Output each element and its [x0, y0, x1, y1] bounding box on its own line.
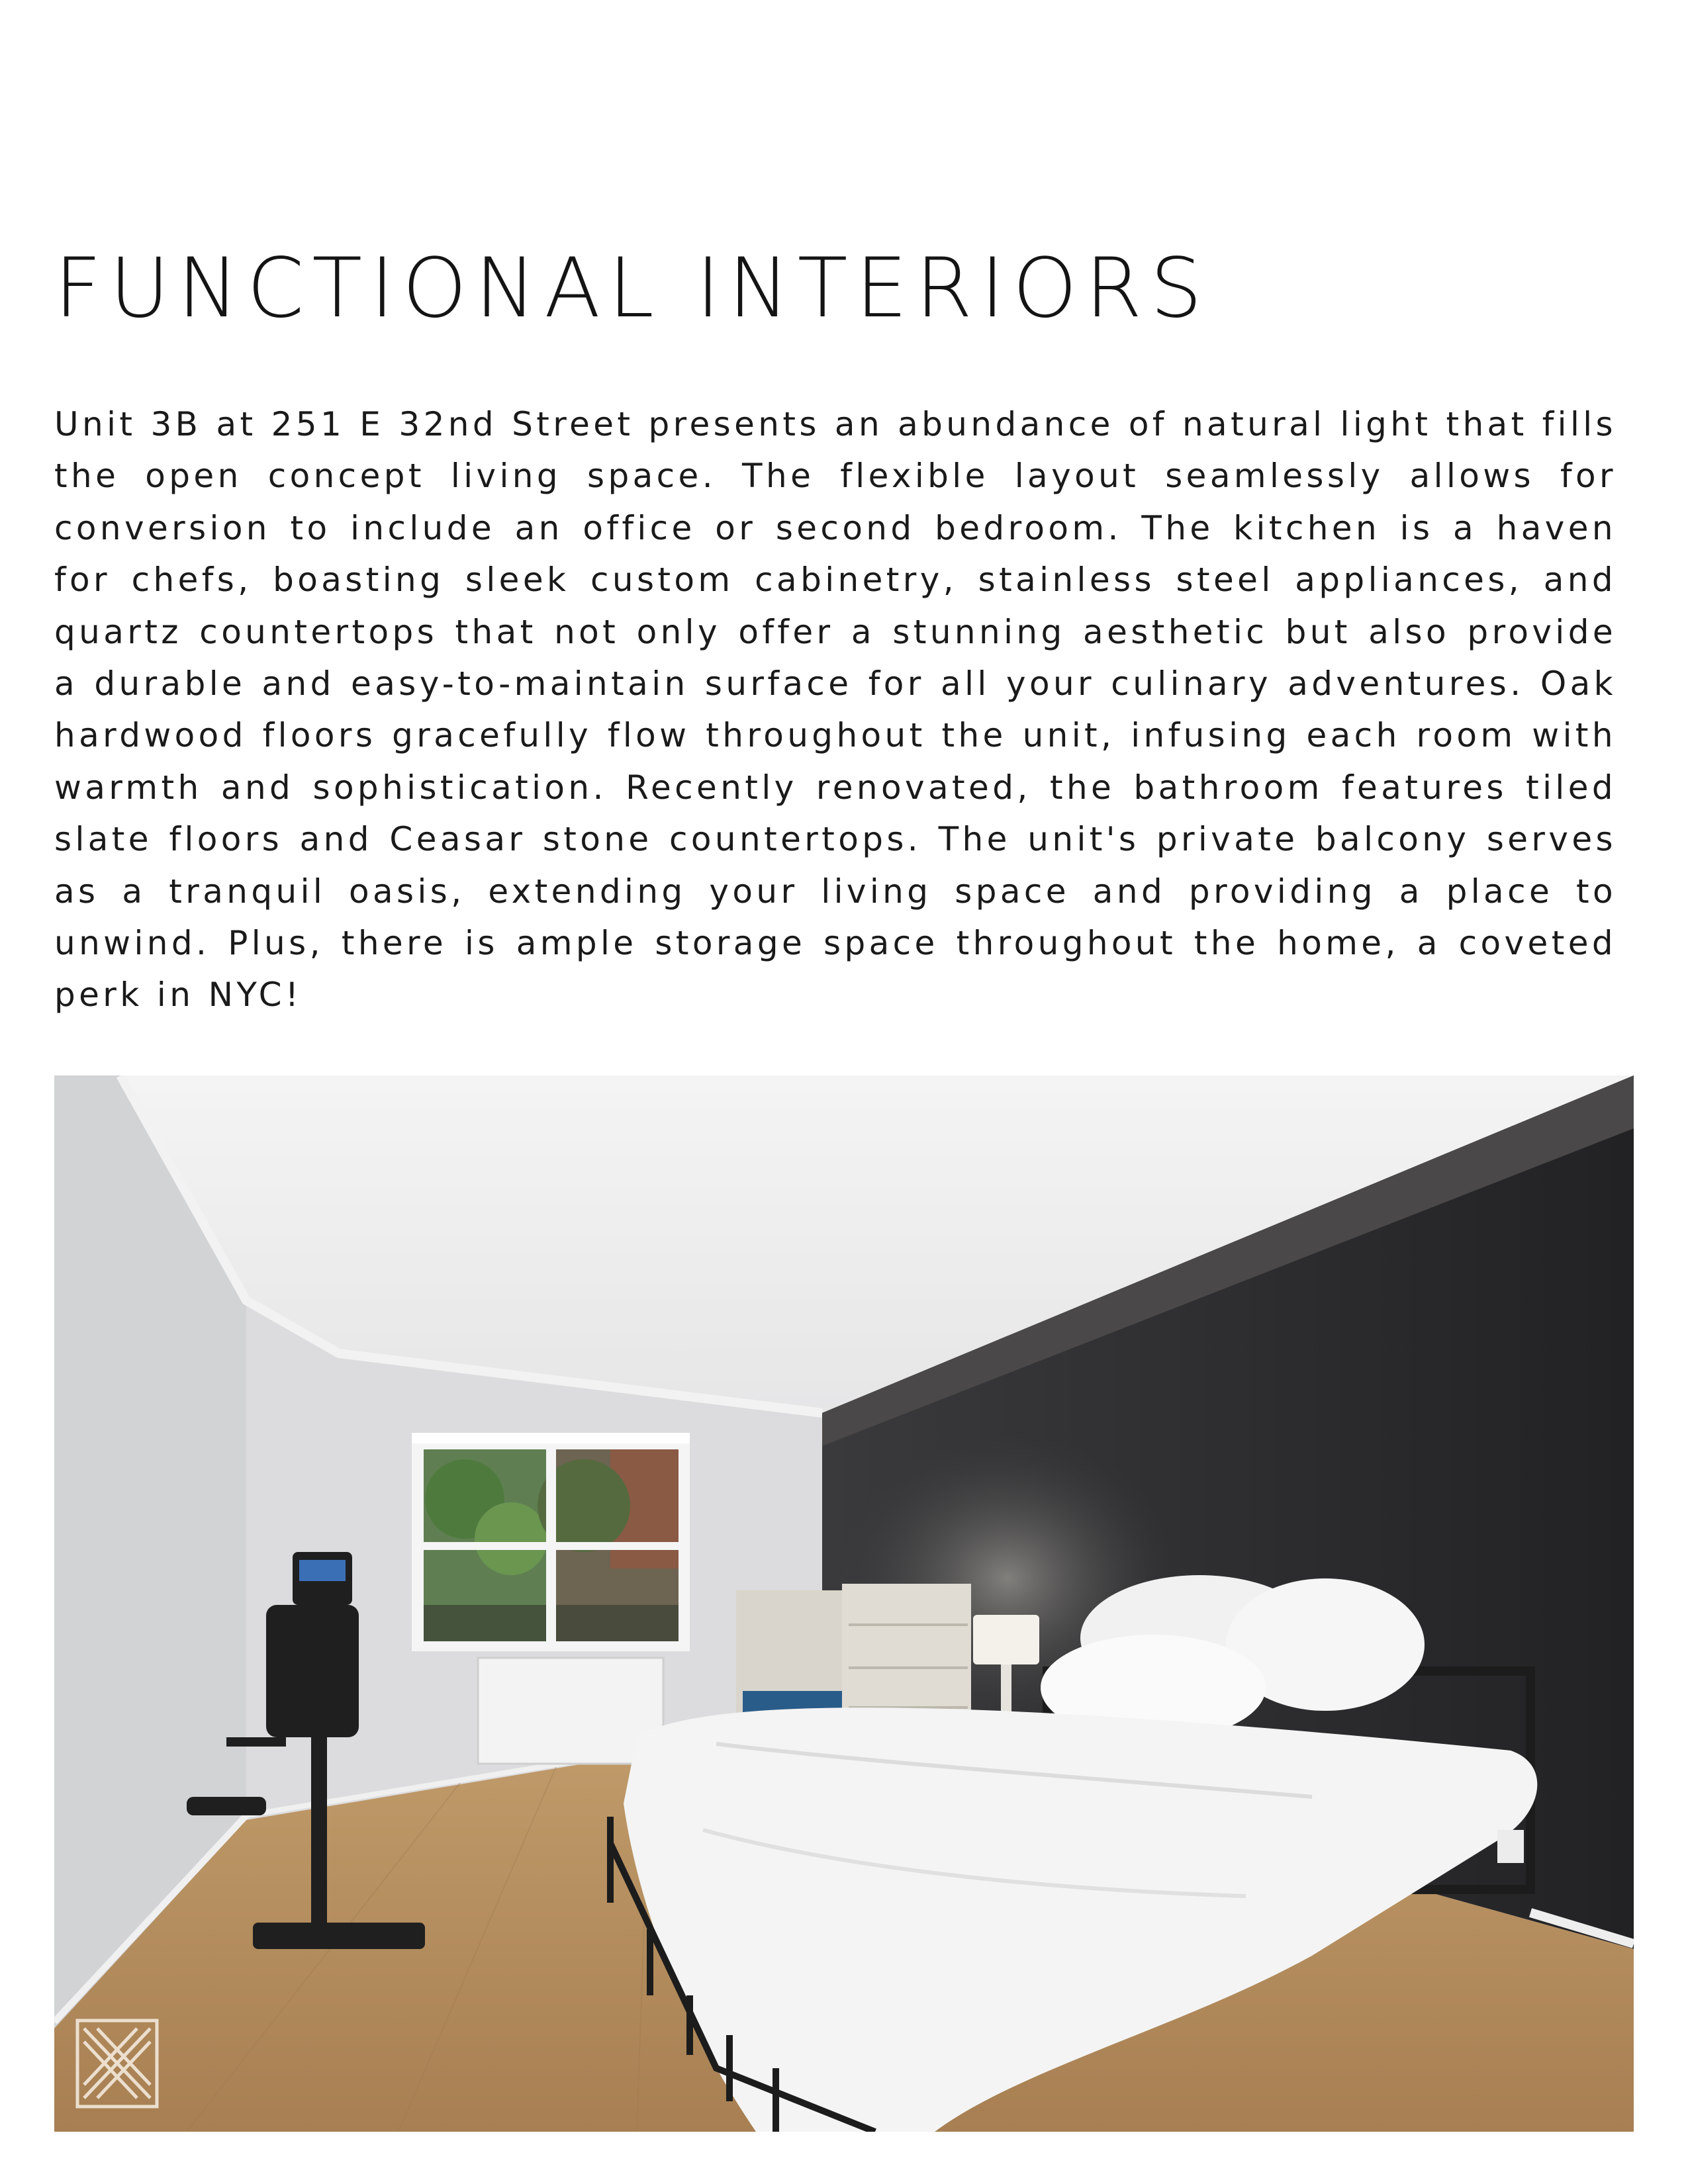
property-description: Unit 3B at 251 E 32nd Street presents an abundance of natural light that fills the open concept living space. The flexible layout seamlessly allows for conversion to include an office or second bedroom. The kitchen is a haven for chefs, boasting sleek custom cabinetry, stainless steel appliances, and quartz countertops that not only offer a stunning aesthetic but also provide a durable and easy-to-maintain surface for all your culinary adventures. Oak hardwood floors gracefully flow throughout the unit, infusing each room with warmth and sophistication. Recently renovated, the bathroom features tiled slate floors and Ceasar stone countertops. The unit's private balcony serves as a tranquil oasis, extending your living space and providing a place to unwind. Plus, there is ample storage space throughout the home, a coveted perk in NYC! — [54, 405, 1617, 1015]
outlet — [1497, 1830, 1524, 1863]
window — [412, 1433, 690, 1651]
page-title: FUNCTIONAL INTERIORS — [54, 241, 1211, 336]
bedroom-photo — [54, 1075, 1634, 2132]
